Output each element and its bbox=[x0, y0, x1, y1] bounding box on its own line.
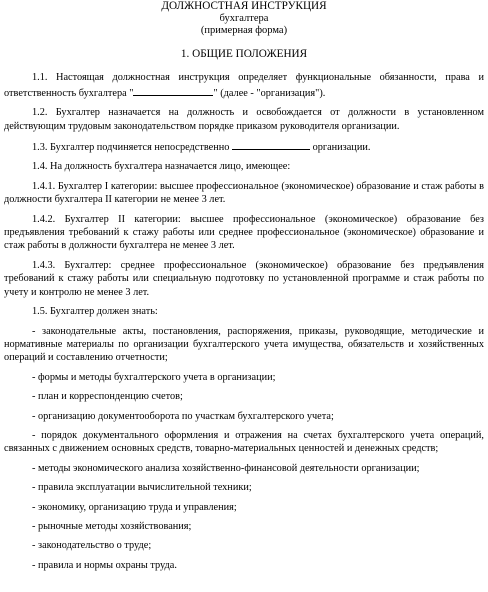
document-subtitle: бухгалтера bbox=[219, 13, 269, 24]
list-item: - методы экономического анализа хозяйственно-финансовой деятельности организации; bbox=[32, 462, 420, 474]
section-title: 1. ОБЩИЕ ПОЛОЖЕНИЯ bbox=[180, 48, 308, 60]
supervisor-blank bbox=[232, 139, 310, 150]
paragraph-1-1 bbox=[4, 71, 484, 100]
list-item: - рыночные методы хозяйствования; bbox=[32, 520, 192, 532]
paragraph-1-5: 1.5. Бухгалтер должен знать: bbox=[32, 306, 158, 318]
list-item: - организацию документооборота по участкам бухгалтерского учета; bbox=[32, 410, 334, 422]
paragraph-1-3 bbox=[4, 139, 484, 154]
paragraph-1-4-1: 1.4.1. Бухгалтер I категории: высшее профессиональное (экономическое) образование и стаж работы в должности бухгалтера II категории не менее 3 лет. bbox=[4, 180, 484, 206]
list-item: - план и корреспонденцию счетов; bbox=[32, 391, 183, 403]
list-item: - экономику, организацию труда и управления; bbox=[32, 501, 237, 513]
paragraph-1-4-3: 1.4.3. Бухгалтер: среднее профессиональное (экономическое) образование без предъявления требований к стажу работы или специальную подготовку по установленной программе и стаж работы по учету и контролю не менее 3 лет. bbox=[4, 259, 484, 298]
list-item: - правила эксплуатации вычислительной техники; bbox=[32, 482, 252, 494]
paragraph-1-4: 1.4. На должность бухгалтера назначается лицо, имеющее: bbox=[32, 161, 291, 173]
document-title: ДОЛЖНОСТНАЯ ИНСТРУКЦИЯ bbox=[161, 0, 327, 12]
paragraph-1-1-end: " (далее - "организация"). bbox=[213, 87, 326, 99]
list-item: - формы и методы бухгалтерского учета в организации; bbox=[32, 371, 276, 383]
paragraph-1-4-2: 1.4.2. Бухгалтер II категории: высшее профессиональное (экономическое) образование без предъявления требований к стажу работы или среднее профессиональное (экономическое) образование и стаж работы в должности бухгалтера не менее 3 лет. bbox=[4, 213, 484, 252]
document-page bbox=[4, 0, 484, 578]
paragraph-1-2: 1.2. Бухгалтер назначается на должность и освобождается от должности в установленном действующим трудовым законодательством порядке приказом руководителя организации. bbox=[4, 107, 484, 132]
list-item: - законодательство о труде; bbox=[32, 540, 152, 552]
list-item: - порядок документального оформления и отражения на счетах бухгалтерского учета операций, связанных с движением основных средств, товарно-материальных ценностей и денежных средств; bbox=[4, 429, 484, 455]
form-note: (примерная форма) bbox=[200, 25, 288, 36]
paragraph-1-3-start: 1.3. Бухгалтер подчиняется непосредственно bbox=[32, 142, 230, 154]
paragraph-1-3-end: организации. bbox=[312, 142, 371, 154]
list-item: - законодательные акты, постановления, распоряжения, приказы, руководящие, методические и нормативные материалы по организации бухгалтерского учета имущества, обязательств и хозяйственных операций и составлению отчетности; bbox=[4, 325, 484, 364]
organization-name-blank bbox=[133, 85, 213, 96]
paragraph-1-1-start: 1.1. Настоящая должностная инструкция определяет функциональные обязанности, права и ответственность бухгалтера " bbox=[4, 72, 484, 99]
list-item: - правила и нормы охраны труда. bbox=[32, 559, 177, 571]
